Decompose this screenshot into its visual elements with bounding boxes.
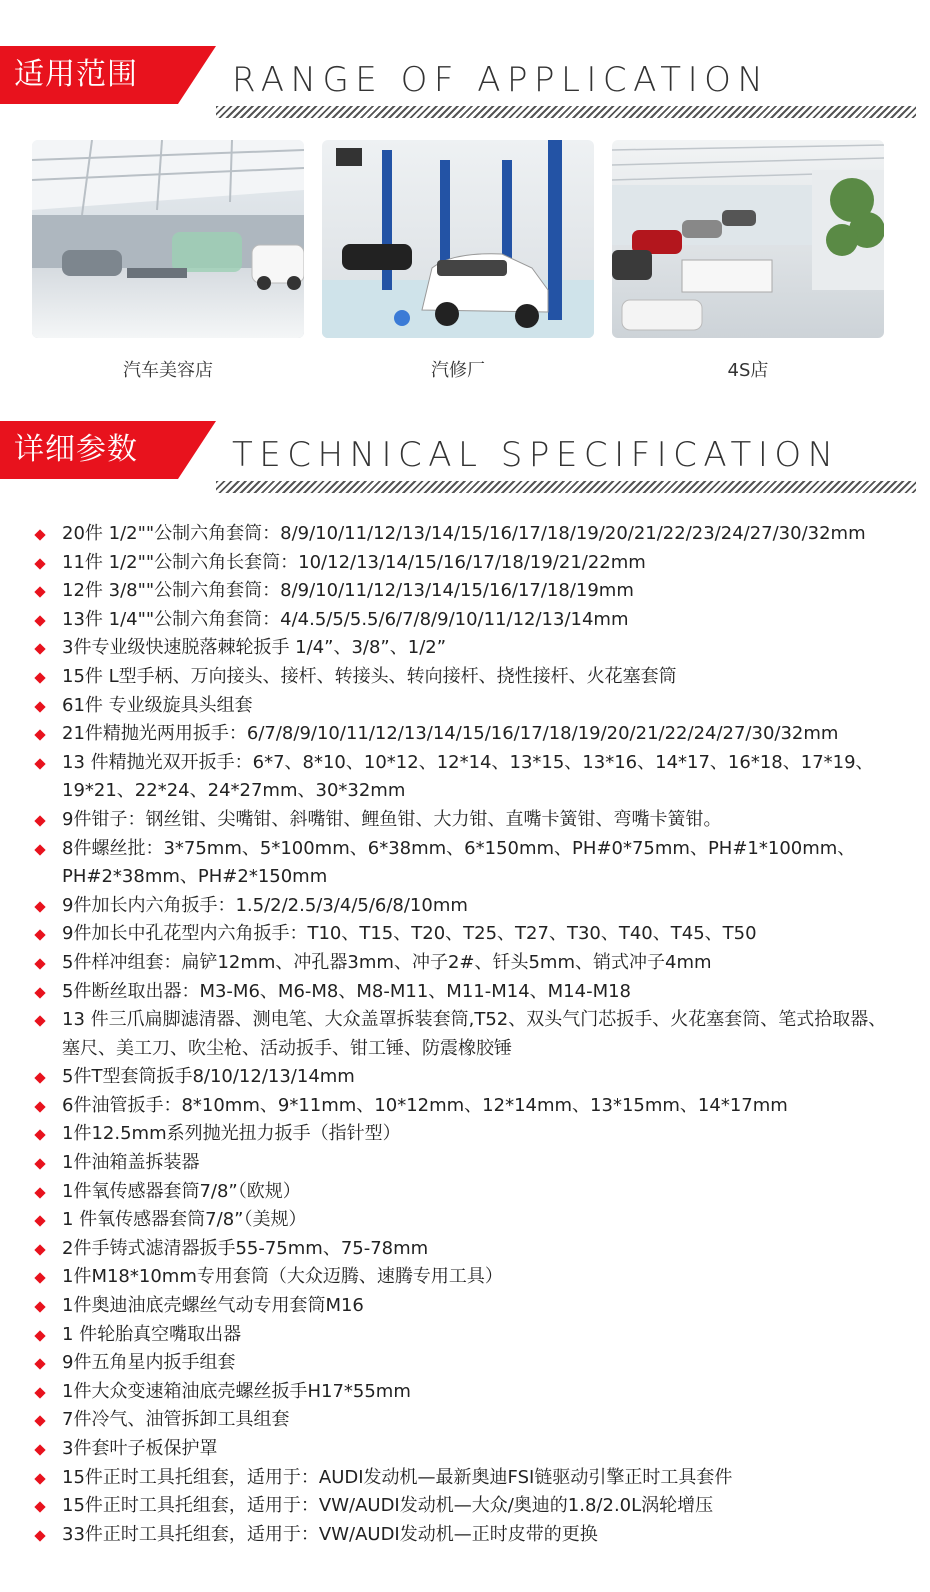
diamond-bullet-icon (34, 1216, 45, 1227)
spec-item (34, 1120, 894, 1149)
spec-item (34, 634, 894, 663)
spec-text: 1件氧传感器套筒7/8”（欧规） (62, 1180, 301, 1202)
diamond-bullet-icon (34, 758, 45, 769)
spec-item (34, 549, 894, 578)
spec-text: 15件正时工具托组套，适用于：AUDI发动机—最新奥迪FSI链驱动引擎正时工具套件 (62, 1466, 733, 1488)
diamond-bullet-icon (34, 1502, 45, 1513)
spec-text: 15件正时工具托组套，适用于：VW/AUDI发动机—大众/奥迪的1.8/2.0L涡轮增压 (62, 1495, 714, 1517)
spec-item (34, 1235, 894, 1264)
section-header-specification (0, 421, 930, 501)
spec-item (34, 1063, 894, 1092)
diamond-bullet-icon (34, 930, 45, 941)
diamond-bullet-icon (34, 987, 45, 998)
spec-item (34, 1435, 894, 1464)
diamond-bullet-icon (34, 701, 45, 712)
diamond-bullet-icon (34, 1130, 45, 1141)
diamond-bullet-icon (34, 672, 45, 683)
diamond-bullet-icon (34, 1530, 45, 1541)
spec-text: 5件T型套筒扳手8/10/12/13/14mm (62, 1066, 355, 1088)
photo-caption: 汽修厂 (431, 360, 485, 381)
spec-item (34, 692, 894, 721)
spec-item (34, 920, 894, 949)
spec-text: 6件油管扳手：8*10mm、9*11mm、10*12mm、12*14mm、13*15mm、14*17mm (62, 1094, 788, 1116)
section-title-en: TECHNICAL SPECIFICATION (232, 435, 840, 475)
spec-item (34, 1292, 894, 1321)
diamond-bullet-icon (34, 958, 45, 969)
spec-item (34, 1206, 894, 1235)
spec-item (34, 1492, 894, 1521)
spec-text: 9件加长中孔花型内六角扳手：T10、T15、T20、T25、T27、T30、T40、T45、T50 (62, 923, 757, 945)
diamond-bullet-icon (34, 1101, 45, 1112)
diamond-bullet-icon (34, 1359, 45, 1370)
spec-text: 1件M18*10mm专用套筒（大众迈腾、速腾专用工具） (62, 1266, 503, 1288)
spec-item (34, 1349, 894, 1378)
diamond-bullet-icon (34, 1416, 45, 1427)
spec-text: 7件冷气、油管拆卸工具组套 (62, 1409, 290, 1431)
spec-item (34, 720, 894, 749)
diamond-bullet-icon (34, 1444, 45, 1455)
spec-text: 8件螺丝批：3*75mm、5*100mm、6*38mm、6*150mm、PH#0*75mm、PH#1*100mm、PH#2*38mm、PH#2*150mm (62, 837, 856, 888)
car-beauty-shop-photo (32, 140, 304, 338)
spec-text: 13 件精抛光双开扳手：6*7、8*10、10*12、12*14、13*15、13*16、14*17、16*18、17*19、19*21、22*24、24*27mm、30*32mm (62, 751, 874, 802)
spec-text: 1 件轮胎真空嘴取出器 (62, 1323, 242, 1345)
spec-text: 13 件三爪扁脚滤清器、测电笔、大众盖罩拆装套筒,T52、双头气门芯扳手、火花塞套筒、笔式拾取器、塞尺、美工刀、吹尘枪、活动扳手、钳工锤、防震橡胶锤 (62, 1009, 887, 1059)
diamond-bullet-icon (34, 1244, 45, 1255)
spec-text: 61件 专业级旋具头组套 (62, 694, 253, 716)
spec-item (34, 978, 894, 1007)
diamond-bullet-icon (34, 615, 45, 626)
spec-text: 15件 L型手柄、万向接头、接杆、转接头、转向接杆、挠性接杆、火花塞套筒 (62, 665, 677, 687)
spec-text: 9件五角星内扳手组套 (62, 1352, 236, 1374)
section-title-en: RANGE OF APPLICATION (232, 60, 770, 100)
spec-text: 9件钳子：钢丝钳、尖嘴钳、斜嘴钳、鲤鱼钳、大力钳、直嘴卡簧钳、弯嘴卡簧钳。 (62, 808, 722, 830)
spec-item (34, 892, 894, 921)
spec-item (34, 606, 894, 635)
spec-text: 2件手铸式滤清器扳手55-75mm、75-78mm (62, 1237, 429, 1259)
diamond-bullet-icon (34, 815, 45, 826)
diamond-bullet-icon (34, 1187, 45, 1198)
spec-item (34, 1378, 894, 1407)
diamond-bullet-icon (34, 644, 45, 655)
diamond-bullet-icon (34, 1273, 45, 1284)
spec-item (34, 1178, 894, 1207)
diamond-bullet-icon (34, 1301, 45, 1312)
spec-item (34, 1092, 894, 1121)
hatch-divider (216, 481, 916, 493)
diamond-bullet-icon (34, 1387, 45, 1398)
diamond-bullet-icon (34, 901, 45, 912)
spec-text: 9件加长内六角扳手：1.5/2/2.5/3/4/5/6/8/10mm (62, 894, 468, 916)
spec-text: 12件 3/8""公制六角套筒：8/9/10/11/12/13/14/15/16/17/18/19mm (62, 580, 634, 602)
diamond-bullet-icon (34, 587, 45, 598)
spec-text: 20件 1/2""公制六角套筒：8/9/10/11/12/13/14/15/16/17/18/19/20/21/22/23/24/27/30/32mm (62, 523, 866, 544)
spec-item (34, 1321, 894, 1350)
diamond-bullet-icon (34, 558, 45, 569)
photo-caption: 汽车美容店 (123, 360, 213, 381)
diamond-bullet-icon (34, 1158, 45, 1169)
section-tag-cn: 详细参数 (0, 421, 178, 479)
spec-text: 33件正时工具托组套，适用于：VW/AUDI发动机—正时皮带的更换 (62, 1523, 598, 1545)
spec-item (34, 577, 894, 606)
diamond-bullet-icon (34, 1073, 45, 1084)
spec-item (34, 1406, 894, 1435)
diamond-bullet-icon (34, 1330, 45, 1341)
spec-item (34, 806, 894, 835)
spec-text: 1件奥迪油底壳螺丝气动专用套筒M16 (62, 1295, 364, 1317)
diamond-bullet-icon (34, 1015, 45, 1026)
diamond-bullet-icon (34, 729, 45, 740)
spec-text: 3件套叶子板保护罩 (62, 1438, 218, 1459)
section-header-application (0, 46, 930, 126)
spec-text: 13件 1/4""公制六角套筒：4/4.5/5/5.5/6/7/8/9/10/11/12/13/14mm (62, 608, 629, 630)
spec-item (34, 1149, 894, 1178)
spec-item (34, 835, 894, 892)
diamond-bullet-icon (34, 1473, 45, 1484)
spec-text: 5件断丝取出器：M3-M6、M6-M8、M8-M11、M11-M14、M14-M18 (62, 980, 632, 1002)
spec-item (34, 520, 894, 549)
spec-item (34, 1464, 894, 1493)
spec-text: 1件12.5mm系列抛光扭力扳手（指针型） (62, 1123, 401, 1145)
diamond-bullet-icon (34, 844, 45, 855)
diamond-bullet-icon (34, 529, 45, 540)
spec-item (34, 1006, 894, 1063)
spec-text: 1件大众变速箱油底壳螺丝扳手H17*55mm (62, 1380, 411, 1402)
hatch-divider (216, 106, 916, 118)
spec-item (34, 749, 894, 806)
spec-text: 5件样冲组套：扁铲12mm、冲孔器3mm、冲子2#、钎头5mm、销式冲子4mm (62, 951, 712, 973)
4s-dealership-photo (612, 140, 884, 338)
auto-repair-shop-photo (322, 140, 594, 338)
spec-list (34, 520, 894, 1549)
spec-text: 11件 1/2""公制六角长套筒：10/12/13/14/15/16/17/18/19/21/22mm (62, 551, 646, 573)
spec-item (34, 949, 894, 978)
spec-item (34, 663, 894, 692)
spec-text: 21件精抛光两用扳手：6/7/8/9/10/11/12/13/14/15/16/17/18/19/20/21/22/24/27/30/32mm (62, 723, 839, 745)
spec-text: 3件专业级快速脱落棘轮扳手 1/4”、3/8”、1/2” (62, 637, 447, 659)
photo-caption: 4S店 (727, 360, 769, 381)
spec-text: 1件油箱盖拆装器 (62, 1152, 200, 1174)
application-photos (32, 140, 884, 340)
spec-item (34, 1521, 894, 1550)
section-tag-cn: 适用范围 (0, 46, 178, 104)
spec-item (34, 1263, 894, 1292)
spec-text: 1 件氧传感器套筒7/8”（美规） (62, 1209, 307, 1231)
